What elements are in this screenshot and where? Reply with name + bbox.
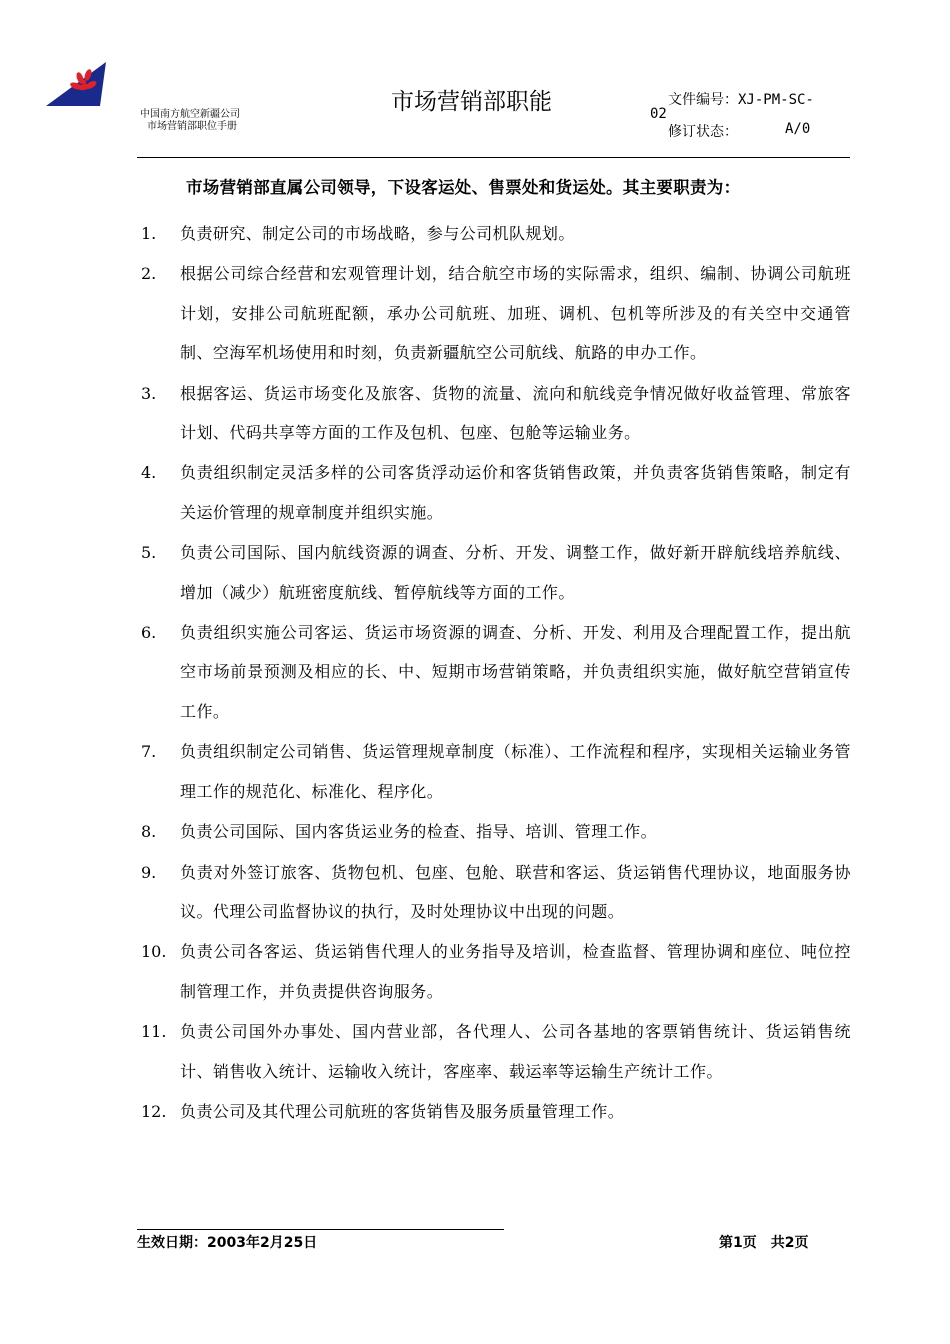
- effective-date: 生效日期：2003年2月25日: [137, 1235, 318, 1251]
- item-number: 10.: [141, 942, 167, 962]
- list-item: [141, 853, 851, 932]
- item-number: 7.: [141, 742, 157, 762]
- item-number: 12.: [141, 1101, 167, 1121]
- item-number: 4.: [141, 463, 157, 483]
- page-total: 共2页: [770, 1235, 809, 1251]
- list-item: [141, 613, 851, 731]
- doc-number: 文件编号：XJ-PM-SC-: [668, 92, 814, 108]
- item-text: 负责公司各客运、货运销售代理人的业务指导及培训，检查监督、管理协调和座位、吨位控制管理工作，并负责提供咨询服务。: [180, 942, 851, 1001]
- item-text: 负责组织实施公司客运、货运市场资源的调查、分析、开发、利用及合理配置工作，提出航空市场前景预测及相应的长、中、短期市场营销策略，并负责组织实施，做好航空营销宣传工作。: [180, 623, 851, 721]
- page-number: [719, 1232, 809, 1252]
- item-text: 负责研究、制定公司的市场战略，参与公司机队规划。: [180, 224, 575, 243]
- revision-status: [668, 121, 811, 141]
- item-text: 根据客运、货运市场变化及旅客、货物的流量、流向和航线竞争情况做好收益管理、常旅客计划、代码共享等方面的工作及包机、包座、包舱等运输业务。: [180, 383, 851, 443]
- duties-list: [141, 214, 851, 1132]
- item-text: 负责组织制定灵活多样的公司客货浮动运价和客货销售政策，并负责客货销售策略，制定有关运价管理的规章制度并组织实施。: [180, 463, 851, 522]
- list-item: [141, 453, 851, 532]
- revision-label: 修订状态：: [668, 124, 738, 140]
- item-text: 根据公司综合经营和宏观管理计划，结合航空市场的实际需求，组织、编制、协调公司航班计划，安排公司航班配额，承办公司航班、加班、调机、包机等所涉及的有关空中交通管制、空海军机场使用和时刻，负责新疆航空公司航线、航路的申办工作。: [180, 264, 851, 363]
- item-text: 负责公司国外办事处、国内营业部，各代理人、公司各基地的客票销售统计、货运销售统计、销售收入统计、运输收入统计，客座率、载运率等运输生产统计工作。: [180, 1022, 851, 1081]
- list-item: [141, 732, 851, 811]
- company-name: [140, 109, 240, 133]
- company-line-2: 市场营销部职位手册: [147, 121, 237, 132]
- revision-value: A/0: [785, 121, 811, 137]
- item-text: 负责公司及其代理公司航班的客货销售及服务质量管理工作。: [180, 1101, 625, 1121]
- item-number: 5.: [141, 543, 157, 563]
- page-current: 第1页: [719, 1235, 757, 1251]
- list-item: [141, 812, 851, 851]
- page-title: 市场营销部职能: [391, 89, 552, 115]
- item-number: 2.: [141, 264, 157, 284]
- item-text: 负责公司国际、国内航线资源的调查、分析、开发、调整工作，做好新开辟航线培养航线、增加（减少）航班密度航线、暂停航线等方面的工作。: [180, 543, 851, 602]
- company-line-1: 中国南方航空新疆公司: [140, 109, 240, 120]
- item-text: 负责组织制定公司销售、货运管理规章制度（标准）、工作流程和程序，实现相关运输业务管理工作的规范化、标准化、程序化。: [180, 742, 851, 801]
- list-item: [141, 1012, 851, 1091]
- list-item: [141, 1092, 851, 1131]
- intro-heading: 市场营销部直属公司领导，下设客运处、售票处和货运处。其主要职责为：: [186, 178, 741, 197]
- footer-divider: [137, 1229, 504, 1230]
- list-item: [141, 533, 851, 612]
- doc-number-continued: 02: [650, 106, 667, 122]
- list-item: [141, 374, 851, 453]
- item-number: 9.: [141, 862, 157, 882]
- item-number: 1.: [141, 224, 157, 243]
- list-item: [141, 254, 851, 372]
- china-southern-logo-icon: [40, 60, 112, 110]
- list-item: [141, 214, 851, 253]
- item-number: 8.: [141, 822, 157, 842]
- item-number: 11.: [141, 1022, 167, 1042]
- item-number: 6.: [141, 623, 157, 643]
- list-item: [141, 932, 851, 1011]
- item-text: 负责公司国际、国内客货运业务的检查、指导、培训、管理工作。: [180, 822, 658, 842]
- item-text: 负责对外签订旅客、货物包机、包座、包舱、联营和客运、货运销售代理协议，地面服务协议。代理公司监督协议的执行，及时处理协议中出现的问题。: [180, 862, 851, 921]
- item-number: 3.: [141, 383, 157, 403]
- header-divider: [137, 157, 850, 158]
